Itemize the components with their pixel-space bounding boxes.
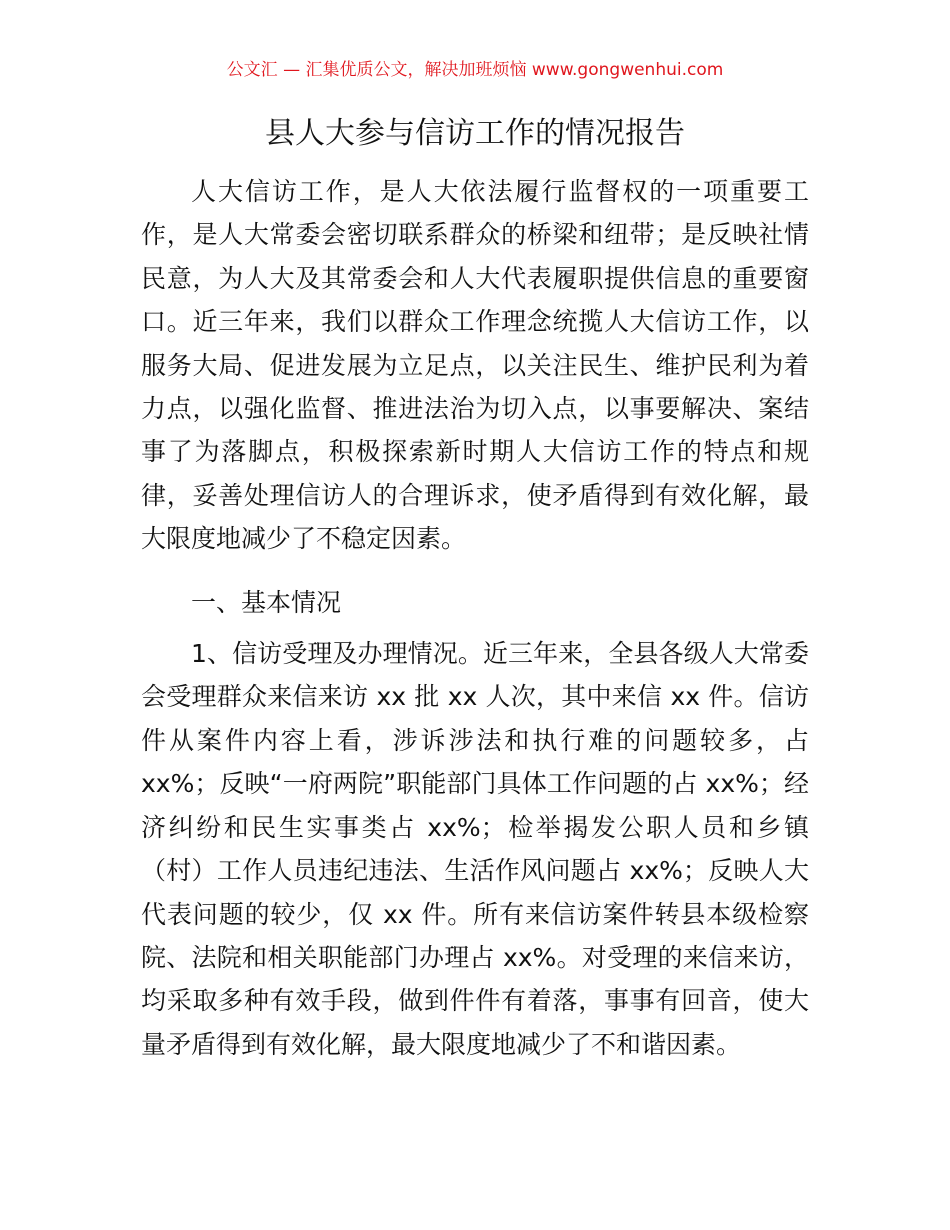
page-title: 县人大参与信访工作的情况报告 bbox=[265, 116, 685, 151]
intro-paragraph: 人大信访工作，是人大依法履行监督权的一项重要工作，是人大常委会密切联系群众的桥梁和纽带；是反映社情民意，为人大及其常委会和人大代表履职提供信息的重要窗口。近三年来，我们以群众工作理念统揽人大信访工作，以服务大局、促进发展为立足点，以关注民生、维护民利为着力点，以强化监督、推进法治为切入点，以事要解决、案结事了为落脚点，积极探索新时期人大信访工作的特点和规律，妥善处理信访人的合理诉求，使矛盾得到有效化解，最大限度地减少了不稳定因素。 bbox=[141, 177, 809, 554]
section-heading: 一、基本情况 bbox=[191, 587, 342, 617]
banner-text: 公文汇 — 汇集优质公文，解决加班烦恼 www.gongwenhui.com bbox=[226, 60, 724, 80]
section-paragraph: 1、信访受理及办理情况。近三年来，全县各级人大常委会受理群众来信来访 xx 批 xx 人次，其中来信 xx 件。信访件从案件内容上看，涉诉涉法和执行难的问题较多，占 xx%；反映“一府两院”职能部门具体工作问题的占 xx%；经济纠纷和民生实事类占 xx%；检举揭发公职人员和乡镇（村）工作人员违纪违法、生活作风问题占 xx%；反映人大代表问题的较少，仅 xx 件。所有来信访案件转县本级检察院、法院和相关职能部门办理占 xx%。对受理的来信来访，均采取多种有效手段，做到件件有着落，事事有回音，使大量矛盾得到有效化解，最大限度地减少了不和谐因素。 bbox=[141, 639, 809, 1059]
document-body bbox=[141, 170, 809, 1066]
spacer bbox=[141, 561, 809, 571]
site-banner bbox=[0, 58, 950, 82]
